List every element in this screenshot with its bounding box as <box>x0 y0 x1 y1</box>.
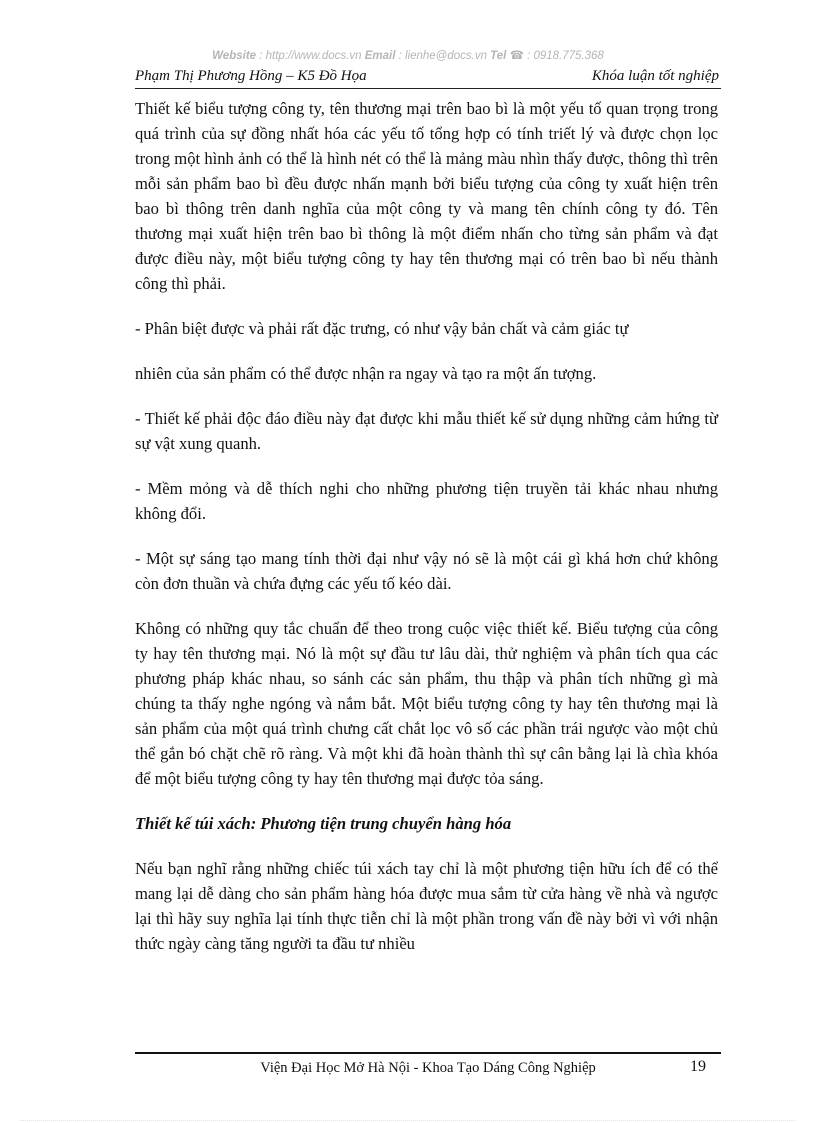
tel-value: ☎ : 0918.775.368 <box>506 50 604 62</box>
page-number: 19 <box>690 1058 706 1075</box>
website-contact-bar <box>0 48 816 62</box>
paragraph-bullet-3: - Mềm mỏng và dễ thích nghi cho những phương tiện truyền tải khác nhau nhưng không đổi. <box>135 479 718 523</box>
email-value: : lienhe@docs.vn <box>395 50 491 62</box>
paragraph-bullet-1b: nhiên của sản phẩm có thể được nhận ra ngay và tạo ra một ấn tượng. <box>135 364 597 383</box>
header-document-type: Khóa luận tốt nghiệp <box>591 68 719 84</box>
paragraph-bullet-4: - Một sự sáng tạo mang tính thời đại như vậy nó sẽ là một cái gì khá hơn chứ không còn đơn thuần và chứa đựng các yếu tố kéo dài. <box>135 549 718 593</box>
tel-label: Tel <box>490 50 507 62</box>
email-label: Email <box>364 50 396 62</box>
paragraph-rules: Không có những quy tắc chuẩn để theo trong cuộc việc thiết kế. Biểu tượng của công ty hay tên thương mại. Nó là một sự đầu tư lâu dài, thử nghiệm và phân tích qua các phương pháp khác nhau, so sánh các sản phẩm, thu thập và phân tích những gì mà chúng ta thấy nghe ngóng và nắm bắt. Một biểu tượng công ty hay tên thương mại là sản phẩm của một quá trình chưng cất chắt lọc vô số các phần trái ngược vào một chủ thể gắn bó chặt chẽ rõ ràng. Và một khi đã hoàn thành thì sự cân bằng lại là chìa khóa để một biểu tượng công ty hay tên thương mại được tỏa sáng. <box>135 619 718 788</box>
footer-institution: Viện Đại Học Mở Hà Nội - Khoa Tạo Dáng Công Nghiệp <box>260 1060 596 1076</box>
section-heading: Thiết kế túi xách: Phương tiện trung chuyển hàng hóa <box>135 814 512 833</box>
document-body <box>135 96 718 956</box>
paragraph-bullet-2: - Thiết kế phải độc đáo điều này đạt được khi mẫu thiết kế sử dụng những cảm hứng từ sự vật xung quanh. <box>135 409 718 453</box>
paragraph-handbags: Nếu bạn nghĩ rằng những chiếc túi xách tay chỉ là một phương tiện hữu ích để có thể mang lại dễ dàng cho sản phẩm hàng hóa được mua sắm từ cửa hàng về nhà và ngược lại thì hãy suy nghĩa lại tính thực tiễn chỉ là một phần trong vấn đề này bởi vì với nhận thức ngày càng tăng người ta đầu tư nhiều <box>135 859 718 953</box>
website-label: Website <box>212 50 257 62</box>
header-author: Phạm Thị Phương Hồng – K5 Đồ Họa <box>135 68 367 84</box>
paragraph-bullet-1a: - Phân biệt được và phải rất đặc trưng, có như vậy bản chất và cảm giác tự <box>135 319 629 338</box>
paragraph-intro: Thiết kế biểu tượng công ty, tên thương mại trên bao bì là một yếu tố quan trọng trong quá trình của sự đồng nhất hóa các yếu tố tổng hợp có tính triết lý và được chọn lọc trong một hình ảnh có thể là hình nét có thể là mảng màu nhìn thấy được, thông thì trên mỗi sản phẩm bao bì đều được nhấn mạnh bởi biểu tượng của công ty xuất hiện trên bao bì thông trên danh nghĩa của một công ty và mang tên chính công ty đó. Tên thương mại xuất hiện trên bao bì thông là một điểm nhấn cho từng sản phẩm và đạt được điều này, một biểu tượng công ty hay tên thương mại có trên bao bì nếu thành công thì phải. <box>135 99 718 293</box>
footer-divider <box>135 1052 721 1054</box>
page-bottom-dotted-divider <box>20 1120 796 1121</box>
page-header <box>135 66 721 89</box>
website-value: : http://www.docs.vn <box>256 50 365 62</box>
